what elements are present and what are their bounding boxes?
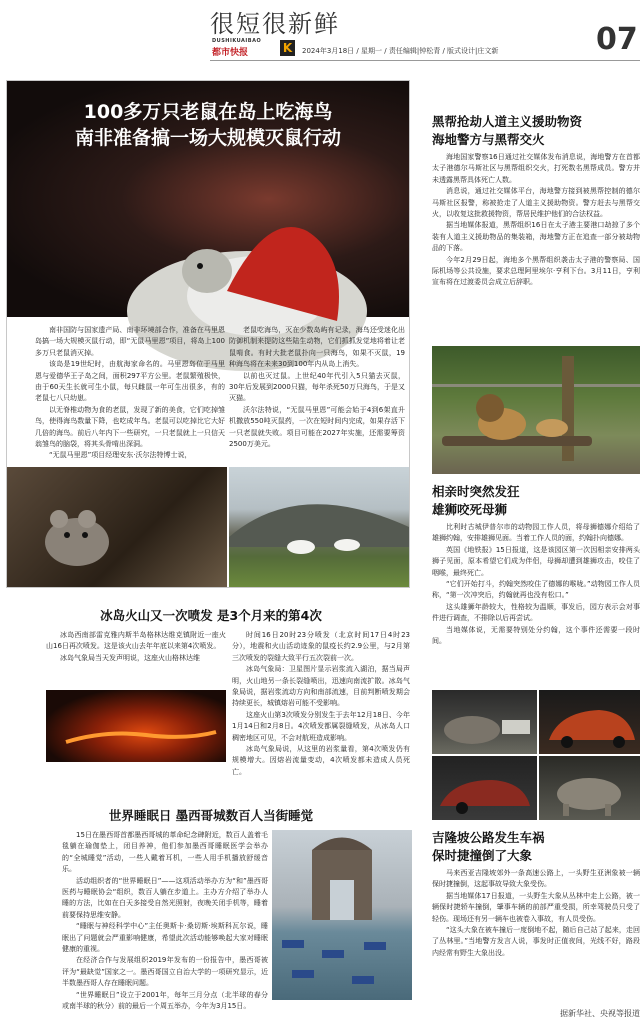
wrecked-car-illustration xyxy=(432,756,537,820)
volcano-text-col-1 xyxy=(46,630,226,688)
paragraph: 海地国家警察16日通过社交媒体发布消息说，海地警方在首都太子港德尔马斯社区与黑帮组织交火，打死数名黑帮成员。警方并未透露黑帮具体死亡人数。 xyxy=(432,153,640,184)
accident-article xyxy=(430,828,642,1004)
paragraph: 今年2月29日起，海地多个黑帮组织袭击太子港的警察局、国际机场等公共设施，要求总理阿里埃尔·亨利下台。3月11日，亨利宣布将在过渡委员会成立后辞职。 xyxy=(432,255,640,287)
paragraph: 当地媒体说，无需要特别处分约翰，这个事件还需要一段时间。 xyxy=(432,625,640,646)
haiti-article xyxy=(430,112,642,342)
rat-photo xyxy=(7,467,227,587)
mexico-city-photo xyxy=(272,830,412,1000)
rats-article xyxy=(6,80,410,588)
elephant-car-photo-4 xyxy=(539,756,640,820)
elephant-illustration xyxy=(432,690,537,754)
accident-headline-2: 保时捷撞倒了大象 xyxy=(432,848,533,863)
paragraph: 英国《地铁报》15日报道，这是该园区第一次因相亲安排两头狮子见面，原本希望它们成为伴侣，母狮却遭到雄狮攻击，咬住了咽喉，最终死亡。 xyxy=(432,545,640,577)
lion-text xyxy=(432,522,640,676)
paragraph: 在经济合作与发展组织2019年发布的一份报告中，墨西哥被评为“最缺觉”国家之一。墨西哥国立自治大学的一项研究显示，近半数墨西哥人存在睡眠问题。 xyxy=(62,956,268,988)
volcano-text-col-2 xyxy=(232,630,410,804)
masthead-rule xyxy=(210,60,640,61)
elephant-car-photo-3 xyxy=(432,756,537,820)
rats-text-col-2 xyxy=(229,325,405,465)
paragraph: 该岛是19世纪时，由航海家命名的。马里恩岛位于马里恩与爱德华王子岛之间，面积297平方公里。老鼠繁殖极快，由于60天生长就可生小鼠，每只雌鼠一年可生出很多，有的老鼠七八只幼崽。 xyxy=(35,360,225,403)
albatross-illustration xyxy=(229,467,409,587)
injured-elephant-illustration xyxy=(539,756,640,820)
paragraph: 冰岛气象局当天发声明说，这座火山格林达维 xyxy=(60,653,200,662)
accident-headline-1: 吉隆坡公路发生车祸 xyxy=(432,830,545,845)
sleep-headline: 世界睡眠日 墨西哥城数百人当街睡觉 xyxy=(108,808,314,823)
paragraph: 据当地媒体17日报道，一头野生大象从丛林中走上公路，被一辆保时捷轿车撞倒，肇事车辆的前部严重受损，所幸驾驶员只受了轻伤。现场还有另一辆车也被卷入事故，有人员受伤。 xyxy=(432,891,640,923)
island-albatross-photo xyxy=(229,467,409,587)
page-number: 07 xyxy=(596,22,638,57)
rats-headline-1: 100多万只老鼠在岛上吃海鸟 xyxy=(83,101,333,123)
rat-illustration xyxy=(7,467,227,587)
weekday: 星期一 xyxy=(361,47,383,55)
sleep-article xyxy=(10,806,412,1011)
paragraph: 时间16日20时23分喷发（北京时间17日4时23分），地震和火山活动迹象的鼠疫长约2.9公里，与2月第三次喷发的裂缝大致平行五次裂前一次。 xyxy=(232,631,410,662)
lion-photo xyxy=(432,346,640,474)
paragraph: “这头大象在被车撞后一度倒地不起，随后自己站了起来，走回了丛林里。”当地警方发言人说，事发时正值夜间，光线不好，路段内经常有野生大象出没。 xyxy=(432,926,640,957)
logo-letter: K xyxy=(282,41,293,55)
lava-illustration xyxy=(46,690,226,762)
rats-headline-2: 南非准备搞一场大规模灭鼠行动 xyxy=(74,127,341,149)
paragraph: 冰岛气象局：卫星图片显示岩浆流入湖泊，据当局声明，火山地另一条长裂缝喷出，迅速向南流扩散。冰岛气象局说，据岩浆流动方向和南部流速，目前判断喷发期会持续更长，城镇熔岩可能不受影响。 xyxy=(232,665,410,708)
paragraph: 消息说，通过社交媒体平台，海地警方接到被黑帮控制的德尔马斯社区报警，称被抢走了人道主义援助物资。警方赶去与黑帮交火，以收复这批救援物资，帮居民维护他们的合法权益。 xyxy=(432,187,640,219)
masthead xyxy=(0,0,644,72)
haiti-headline-1: 黑帮抢劫人道主义援助物资 xyxy=(432,114,583,129)
paragraph: “世界睡眠日”设立于2001年，每年三月分点（北半球的春分或南半球的秋分）前的最后一个周五举办，今年为3月15日。 xyxy=(62,990,268,1011)
seabird-photo xyxy=(7,81,409,317)
paragraph: 据当地媒体报道，黑帮组织16日在太子港主要港口劫掠了多个装有人道主义援助物品的集装箱，海地警方正在追查一部分被劫物品的下落。 xyxy=(432,221,640,253)
elephant-car-photo-1 xyxy=(432,690,537,754)
volcano-headline: 冰岛火山又一次喷发 是3个月来的第4次 xyxy=(100,608,322,623)
paragraph: 15日在墨西哥首都墨西哥城的革命纪念碑附近，数百人盖着毛毯躺在瑜伽垫上，闭目养神，他们参加墨西哥睡眠医学会举办的“全城睡觉”活动，一些人戴着耳机，一些人用手机播放舒缓音乐。 xyxy=(62,831,268,874)
paragraph: 沃尔法特说，“无鼠马里恩”可能会始于4到6架直升机撒放550吨灭鼠药，一次在短时间内完成，如果存活下一只老鼠就失败。项目可能在2027年实施，还需要筹资2500万美元。 xyxy=(229,405,405,449)
haiti-text xyxy=(432,152,640,332)
volcano-article xyxy=(10,606,412,806)
paragraph: 这头雄狮年龄较大，性格较为温顺，事发后，园方表示会对事件进行调查，不排除以后再尝试。 xyxy=(432,602,640,623)
paragraph: “无鼠马里恩”项目经理安东·沃尔法特博士说， xyxy=(49,451,192,460)
elephant-car-photo-2 xyxy=(539,690,640,754)
paper-name: 都市快报 xyxy=(212,48,249,58)
paragraph: 活动组织者的“世界睡眠日”——这项活动举办方为“和”墨西哥医药与睡眠协会“组织，数百人躺在步道上。主办方介绍了举办人睡的方法，比如在白天多接受自然光照射，夜晚关闭手机等，睡着前要保持思维安静。 xyxy=(62,876,268,919)
monument-illustration xyxy=(272,830,412,1000)
paragraph: “睡眠与神经科学中心”主任奥斯卡·桑切斯·埃斯科瓦尔说，睡眠出了问题就会严重影响健康，希望此次活动能够唤起大家对睡眠健康的重视。 xyxy=(62,922,268,954)
lion-article xyxy=(430,482,642,682)
paragraph: 冰岛气象局说，从这里的岩浆量看，第4次喷发仍有规模增大。因熔岩流量变动，4次喷发都未造成人员死亡。 xyxy=(232,745,410,776)
paragraph: 以无脊椎动物为食的老鼠，发现了新的美食，它们吃掉雏鸟，使得海鸟数量下降，也吃成年鸟。老鼠可以吃掉比它大好几倍的海鸟。前后八年内下一些研究，一只老鼠就上一只信天翁雏鸟的脑袋，将其头骨啃出深洞。 xyxy=(35,405,225,449)
sleep-text xyxy=(62,830,268,1011)
paragraph: 南非国防与国家遗产局、南非环境部合作，准备在马里恩岛搞一场大规模灭鼠行动，即“无鼠马里恩”项目，将岛上100多万只老鼠消灭掉。 xyxy=(35,326,225,357)
paragraph: 以前也灭过鼠。上世纪40年代引入5只猫去灭鼠，30年后发展到2000只猫，每年杀死50万只海鸟，于是又灭猫。 xyxy=(229,371,405,403)
date-line: 2024年3月18日 / 星期一 / 责任编辑|钟松青 / 版式设计|庄文新 xyxy=(302,47,499,55)
paragraph: 马来西亚吉隆坡郊外一条高速公路上，一头野生亚洲象被一辆保时捷撞倒，这起事故导致大象受伤。 xyxy=(432,869,640,889)
designer: 版式设计|庄文新 xyxy=(447,47,499,55)
paragraph: 老鼠吃海鸟，灭在少数岛屿有记录，海鸟还受迷化出防御机制来提防这些陆生动物，它们抓抓发觉地将着让老鼠啃食。有时大批老鼠扑向一只海鸟，如果不灭鼠，19种海鸟将在未来30到100年内从岛上消失。 xyxy=(229,326,405,369)
accident-text xyxy=(432,868,640,1002)
paragraph: 比利时古城伊普尔市的动物园工作人员，将母狮德娜介绍给了雄狮约翰，安排雄狮见面。当着工作人员的面，约翰扑向德娜。 xyxy=(432,523,640,543)
date: 2024年3月18日 xyxy=(302,47,355,55)
paper-pinyin: DUSHIKUAIBAO xyxy=(212,38,262,44)
paragraph: 这座火山第3次喷发分别发生于去年12月18日、今年1月14日和2月8日。4次喷发都属裂缝喷发，从冰岛人口稠密地区可见，不会对航班造成影响。 xyxy=(232,710,410,742)
paper-logo xyxy=(280,40,295,56)
source-credit: 据新华社、央视等报道 xyxy=(560,1009,640,1018)
porsche-illustration xyxy=(539,690,640,754)
paragraph: “它们开始打斗，约翰突然咬住了德娜的喉咙。”动物园工作人员称，“第一次冲突后，约翰就再也没有松口。” xyxy=(432,580,640,600)
lion-headline-2: 雄狮咬死母狮 xyxy=(432,502,508,517)
paragraph: 冰岛西南部雷克雅内斯半岛格林达维克镇附近一座火山16日再次喷发。这是该火山去年年底以来第4次喷发。 xyxy=(46,631,226,651)
rats-text-col-1 xyxy=(35,325,225,465)
editor: 责任编辑|钟松青 xyxy=(388,47,441,55)
lion-headline-1: 相亲时突然发狂 xyxy=(432,484,520,499)
section-title: 很短很新鲜 xyxy=(210,10,340,38)
lion-illustration xyxy=(432,346,640,474)
haiti-headline-2: 海地警方与黑帮交火 xyxy=(432,132,545,147)
volcano-photo xyxy=(46,690,226,762)
